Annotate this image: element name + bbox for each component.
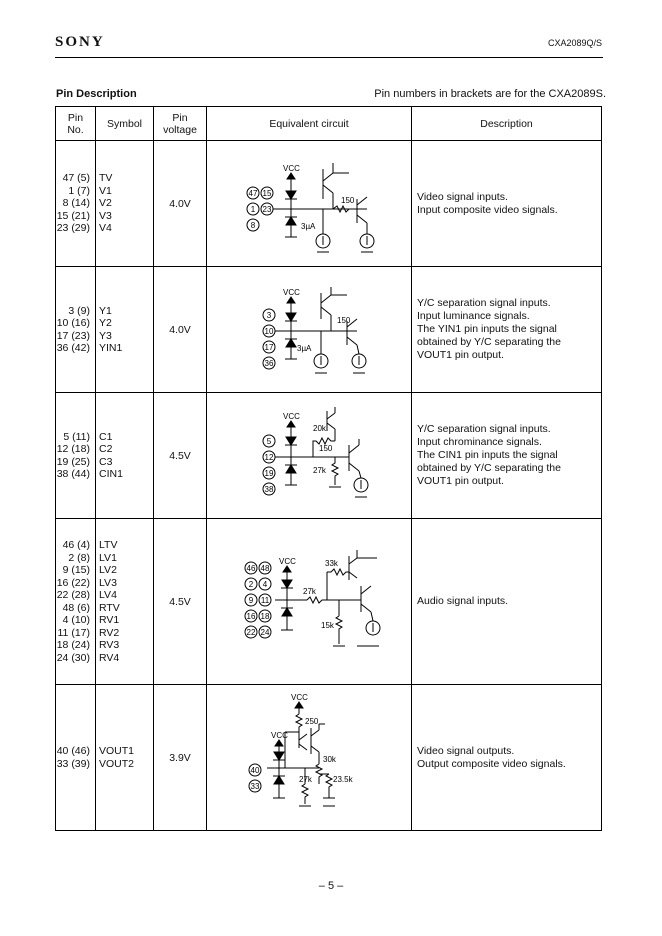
equivalent-circuit: [207, 519, 412, 685]
svg-text:VCC: VCC: [291, 692, 308, 702]
equivalent-circuit: [207, 141, 412, 267]
svg-text:VCC: VCC: [271, 730, 288, 740]
svg-text:18: 18: [260, 611, 270, 621]
pin-voltage: 4.0V: [154, 267, 207, 393]
svg-text:VCC: VCC: [279, 556, 296, 566]
header-equivalent-circuit: Equivalent circuit: [207, 107, 412, 141]
svg-text:27k: 27k: [313, 465, 326, 475]
page-number: – 5 –: [318, 880, 344, 892]
svg-text:20k: 20k: [313, 423, 326, 433]
svg-text:27k: 27k: [303, 586, 316, 596]
equivalent-circuit: [207, 685, 412, 831]
symbols: VOUT1 VOUT2: [96, 685, 154, 831]
header-pin-no: Pin No.: [56, 107, 96, 141]
svg-text:16: 16: [246, 611, 256, 621]
pin-voltage: 3.9V: [154, 685, 207, 831]
table-row: [56, 141, 602, 267]
table-row: [56, 393, 602, 519]
svg-text:3µA: 3µA: [301, 221, 316, 231]
svg-text:17: 17: [264, 342, 274, 352]
svg-text:11: 11: [260, 595, 270, 605]
table-header-row: [56, 107, 602, 141]
svg-text:VCC: VCC: [283, 163, 300, 173]
svg-text:46: 46: [246, 563, 256, 573]
svg-text:15k: 15k: [321, 620, 334, 630]
equivalent-circuit: [207, 393, 412, 519]
svg-text:3µA: 3µA: [297, 343, 312, 353]
svg-text:1: 1: [250, 204, 256, 214]
pin-voltage: 4.5V: [154, 519, 207, 685]
symbols: TV V1 V2 V3 V4: [96, 141, 154, 267]
pin-voltage: 4.0V: [154, 141, 207, 267]
description: Audio signal inputs.: [412, 519, 602, 685]
description: Y/C separation signal inputs. Input chrominance signals. The CIN1 pin inputs the signal obtained by Y/C separating the VOUT1 pin output.: [412, 393, 602, 519]
symbols: C1 C2 C3 CIN1: [96, 393, 154, 519]
section-note: Pin numbers in brackets are for the CXA2089S.: [374, 88, 606, 100]
svg-text:30k: 30k: [323, 754, 336, 764]
svg-text:2: 2: [248, 579, 254, 589]
description: Video signal inputs. Input composite video signals.: [412, 141, 602, 267]
svg-text:10: 10: [264, 326, 274, 336]
description: Video signal outputs. Output composite video signals.: [412, 685, 602, 831]
svg-text:9: 9: [248, 595, 254, 605]
svg-text:48: 48: [260, 563, 270, 573]
svg-text:5: 5: [266, 436, 272, 446]
table-row: [56, 519, 602, 685]
svg-text:38: 38: [264, 484, 274, 494]
svg-text:15: 15: [262, 188, 272, 198]
symbols: Y1 Y2 Y3 YIN1: [96, 267, 154, 393]
svg-text:24: 24: [260, 627, 270, 637]
svg-text:VCC: VCC: [283, 411, 300, 421]
svg-text:33: 33: [250, 781, 260, 791]
svg-text:12: 12: [264, 452, 274, 462]
sony-logo: SONY: [55, 34, 105, 50]
pin-numbers: 3 (9) 10 (16) 17 (23) 36 (42): [56, 267, 96, 393]
equivalent-circuit: [207, 267, 412, 393]
symbols: LTV LV1 LV2 LV3 LV4 RTV RV1 RV2 RV3 RV4: [96, 519, 154, 685]
pin-numbers: 5 (11) 12 (18) 19 (25) 38 (44): [56, 393, 96, 519]
svg-text:4: 4: [262, 579, 268, 589]
pin-voltage: 4.5V: [154, 393, 207, 519]
svg-text:40: 40: [250, 765, 260, 775]
svg-text:19: 19: [264, 468, 274, 478]
svg-text:3: 3: [266, 310, 272, 320]
header-rule: [55, 57, 603, 58]
svg-text:8: 8: [250, 220, 256, 230]
table-row: [56, 685, 602, 831]
svg-text:22: 22: [246, 627, 256, 637]
pin-numbers: 47 (5) 1 (7) 8 (14) 15 (21) 23 (29): [56, 141, 96, 267]
pin-numbers: 46 (4) 2 (8) 9 (15) 16 (22) 22 (28) 48 (6) 4 (10) 11 (17) 18 (24) 24 (30): [56, 519, 96, 685]
svg-text:250: 250: [305, 716, 319, 726]
svg-text:36: 36: [264, 358, 274, 368]
svg-text:150: 150: [341, 195, 355, 205]
table-row: [56, 267, 602, 393]
svg-text:150: 150: [319, 443, 333, 453]
header-pin-voltage: Pin voltage: [154, 107, 207, 141]
svg-text:23.5k: 23.5k: [333, 774, 353, 784]
section-title: Pin Description: [56, 88, 137, 100]
header-symbol: Symbol: [96, 107, 154, 141]
description: Y/C separation signal inputs. Input luminance signals. The YIN1 pin inputs the signal obtained by Y/C separating the VOUT1 pin output.: [412, 267, 602, 393]
svg-text:27k: 27k: [299, 774, 312, 784]
model-number: CXA2089Q/S: [547, 38, 602, 48]
pin-numbers: 40 (46) 33 (39): [56, 685, 96, 831]
svg-text:23: 23: [262, 204, 272, 214]
header-description: Description: [412, 107, 602, 141]
svg-text:47: 47: [248, 188, 258, 198]
svg-text:VCC: VCC: [283, 287, 300, 297]
svg-text:33k: 33k: [325, 558, 338, 568]
svg-text:150: 150: [337, 315, 351, 325]
pin-description-table: [55, 106, 602, 831]
